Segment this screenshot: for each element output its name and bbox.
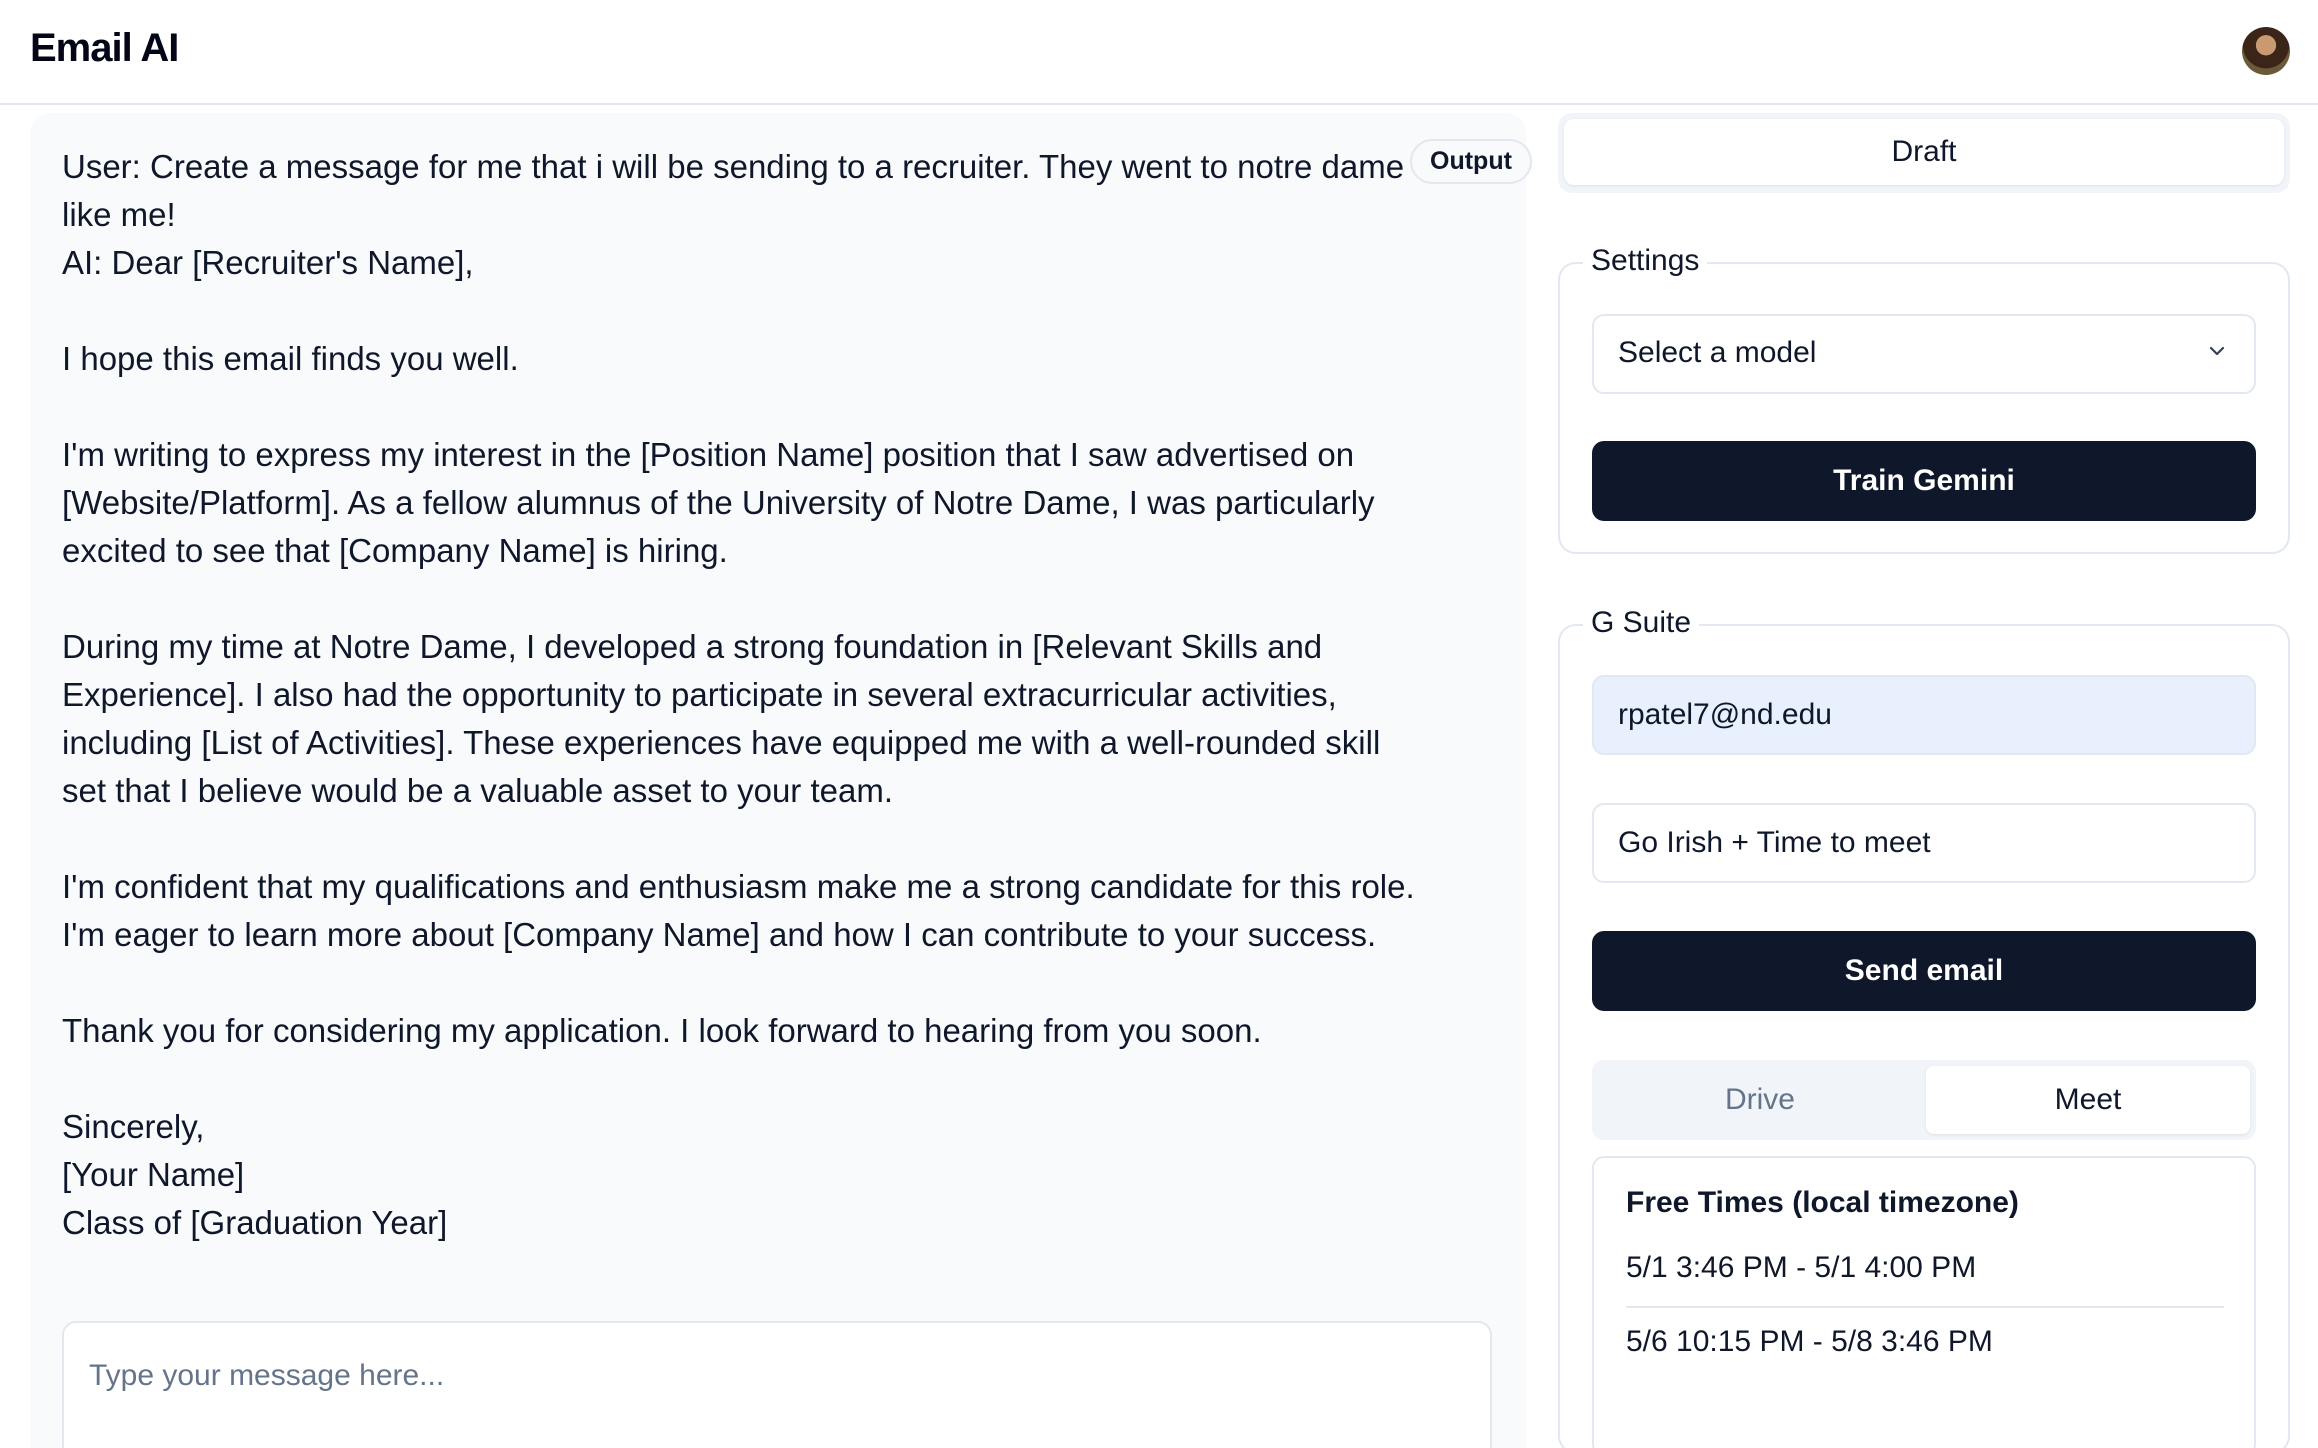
train-gemini-button[interactable]: Train Gemini bbox=[1592, 441, 2256, 521]
message-input[interactable] bbox=[62, 1321, 1492, 1448]
gsuite-title: G Suite bbox=[1583, 606, 1699, 640]
tab-meet[interactable]: Meet bbox=[1926, 1066, 2250, 1134]
tab-draft[interactable]: Draft bbox=[1564, 119, 2284, 185]
email-field[interactable] bbox=[1592, 675, 2256, 755]
settings-title: Settings bbox=[1583, 244, 1707, 278]
subject-field[interactable] bbox=[1592, 803, 2256, 883]
subject-field-value: Go Irish + Time to meet bbox=[1618, 826, 1931, 859]
output-panel bbox=[30, 113, 1526, 1448]
free-times-card bbox=[1592, 1156, 2256, 1448]
free-time-slot[interactable]: 5/1 3:46 PM - 5/1 4:00 PM bbox=[1626, 1251, 1977, 1284]
chat-transcript: User: Create a message for me that i will be sending to a recruiter. They went to notre dame like me! AI: Dear [Recruiter's Name], I hope this email finds you well. I'm writing to express my interest in the [Position Name] position that I saw advertised on [Website/Platform]. As a fellow alumnus of the University of Notre Dame, I was particularly excited to see that [Company Name] is hiring. During my time at Notre Dame, I developed a strong foundation in [Relevant Skills and Experience]. I also had the opportunity to participate in several extracurricular activities, including [List of Activities]. These experiences have equipped me with a well-rounded skill set that I believe would be a valuable asset to your team. I'm confident that my qualifications and enthusiasm make me a strong candidate for this role. I'm eager to learn more about [Company Name] and how I can contribute to your success. Thank you for considering my application. I look forward to hearing from you soon. Sincerely, [Your Name] Class of [Graduation Year] bbox=[62, 148, 1415, 1241]
gsuite-tabs bbox=[1592, 1060, 2256, 1140]
tab-drive[interactable]: Drive bbox=[1724, 1083, 1795, 1116]
chevron-down-icon bbox=[2208, 342, 2226, 360]
app-header bbox=[0, 0, 2318, 105]
output-badge: Output bbox=[1410, 139, 1532, 184]
avatar[interactable] bbox=[2242, 27, 2290, 75]
send-email-button[interactable]: Send email bbox=[1592, 931, 2256, 1011]
mode-tabs bbox=[1558, 113, 2290, 193]
model-select-value: Select a model bbox=[1618, 336, 1817, 369]
divider bbox=[1626, 1306, 2224, 1308]
free-time-slot[interactable]: 5/6 10:15 PM - 5/8 3:46 PM bbox=[1626, 1325, 1993, 1358]
message-input-placeholder: Type your message here... bbox=[89, 1359, 445, 1392]
app-title: Email AI bbox=[30, 26, 179, 70]
email-field-value: rpatel7@nd.edu bbox=[1618, 698, 1832, 731]
model-select[interactable] bbox=[1592, 314, 2256, 394]
free-times-title: Free Times (local timezone) bbox=[1626, 1186, 2019, 1219]
